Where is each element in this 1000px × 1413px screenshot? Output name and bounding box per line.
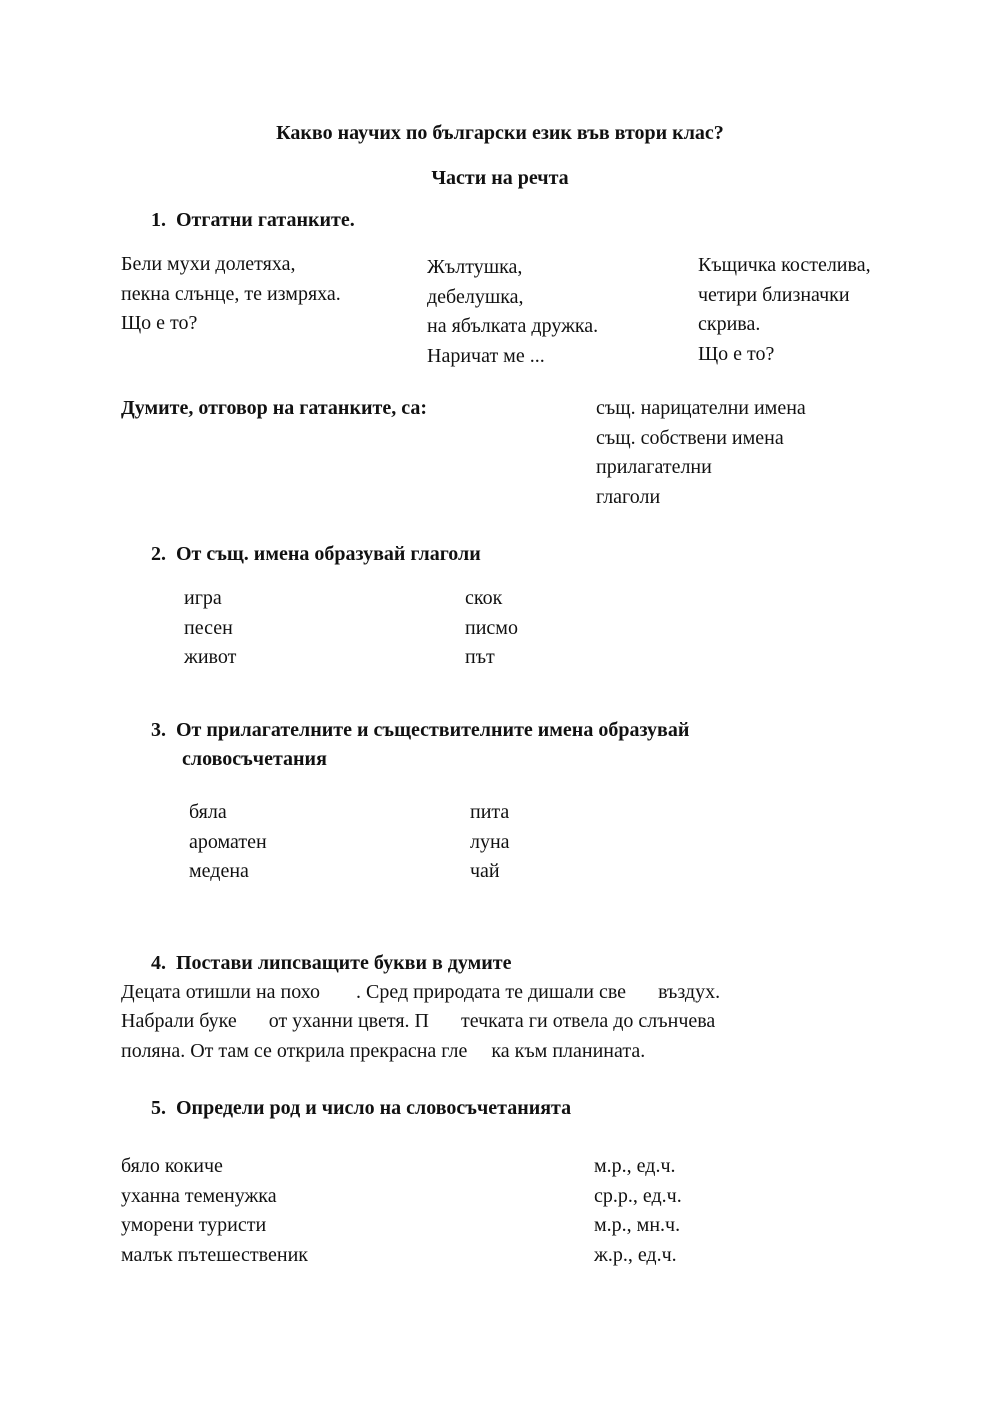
task5-heading-text: Определи род и число на словосъчетанията [176,1097,572,1119]
task3-heading-text: От прилагателните и съществителните имена образувай [176,719,690,741]
task4-line-2 [121,1007,715,1037]
task5-phrases [121,1152,308,1270]
task3-adjectives [189,798,267,887]
text-fragment: течката ги отвела до слънчева [460,1010,716,1032]
riddle-1 [121,250,341,339]
riddle-line: Що е то? [698,342,775,365]
answer-option[interactable]: глаголи [596,485,661,508]
task4-line-3 [121,1037,645,1067]
answer-option[interactable]: прилагателни [596,456,712,478]
text-fragment: Децата отишли на похо [121,981,320,1003]
gender-number-label[interactable]: ж.р., ед.ч. [594,1243,677,1266]
text-fragment: . Сред природата те дишали све [355,981,627,1003]
task2-heading-text: От същ. имена образувай глаголи [176,543,481,565]
noun-item: игра [184,587,222,609]
phrase-item: уморени туристи [121,1214,267,1236]
gender-number-label[interactable]: м.р., ед.ч. [594,1155,676,1177]
riddle-line: дебелушка, [427,285,524,308]
gender-number-label[interactable]: ср.р., ед.ч. [594,1184,682,1207]
noun-item: живот [184,646,237,668]
task4-heading-text: Постави липсващите букви в думите [176,952,512,974]
text-fragment: ка към планината. [491,1040,646,1062]
task1-heading [151,206,355,236]
riddle-line: Бели мухи долетяха, [121,253,296,275]
word-item: бяла [189,801,227,823]
page-subtitle: Части на речта [431,167,569,189]
task3-heading-line2: словосъчетания [182,748,327,770]
word-item: чай [470,860,500,882]
riddle-line: четири близначки [698,283,850,306]
riddle-line: Що е то? [121,312,198,334]
word-item: пита [470,801,510,823]
task5-number: 5. [151,1097,166,1119]
text-fragment: поляна. От там се открила прекрасна гле [121,1040,468,1062]
riddle-3 [698,251,871,369]
task2-heading [151,540,481,570]
noun-item: скок [465,587,503,609]
text-fragment: от уханни цветя. П [268,1010,429,1032]
task1-heading-text: Отгатни гатанките. [176,209,355,231]
text-fragment: Набрали буке [121,1010,237,1032]
noun-item: песен [184,616,233,639]
answers-label: Думите, отговор на гатанките, са: [121,397,427,419]
phrase-item: уханна теменужка [121,1184,277,1207]
noun-item: писмо [465,616,518,639]
riddle-line: пекна слънце, те измряха. [121,282,341,305]
word-item: ароматен [189,830,267,853]
riddle-line: Наричат ме ... [427,344,545,367]
task5-heading [151,1094,571,1124]
task5-labels [594,1152,682,1270]
page-title: Какво научих по български език във втори клас? [276,122,724,144]
task4-number: 4. [151,952,166,974]
task1-number: 1. [151,209,166,231]
task3-nouns [470,798,510,887]
task2-nouns-col1 [184,584,236,673]
noun-item: път [465,646,495,668]
word-item: луна [470,830,510,853]
riddle-line: Къщичка костелива, [698,254,871,276]
text-fragment: въздух. [658,981,721,1003]
gender-number-label[interactable]: м.р., мн.ч. [594,1214,681,1236]
task3-number: 3. [151,719,166,741]
riddle-2 [427,253,598,371]
riddle-line: скрива. [698,313,761,335]
task2-number: 2. [151,543,166,565]
phrase-item: малък пътешественик [121,1243,308,1266]
task4-heading [151,949,511,979]
word-item: медена [189,860,249,882]
answer-options [596,394,806,512]
task2-nouns-col2 [465,584,518,673]
task3-heading [151,716,689,746]
answer-option[interactable]: същ. собствени имена [596,426,784,449]
answer-option[interactable]: същ. нарицателни имена [596,397,806,419]
phrase-item: бяло кокиче [121,1155,223,1177]
riddle-line: на ябълката дружка. [427,315,599,337]
task4-line-1 [121,978,720,1008]
riddle-line: Жълтушка, [427,256,523,278]
